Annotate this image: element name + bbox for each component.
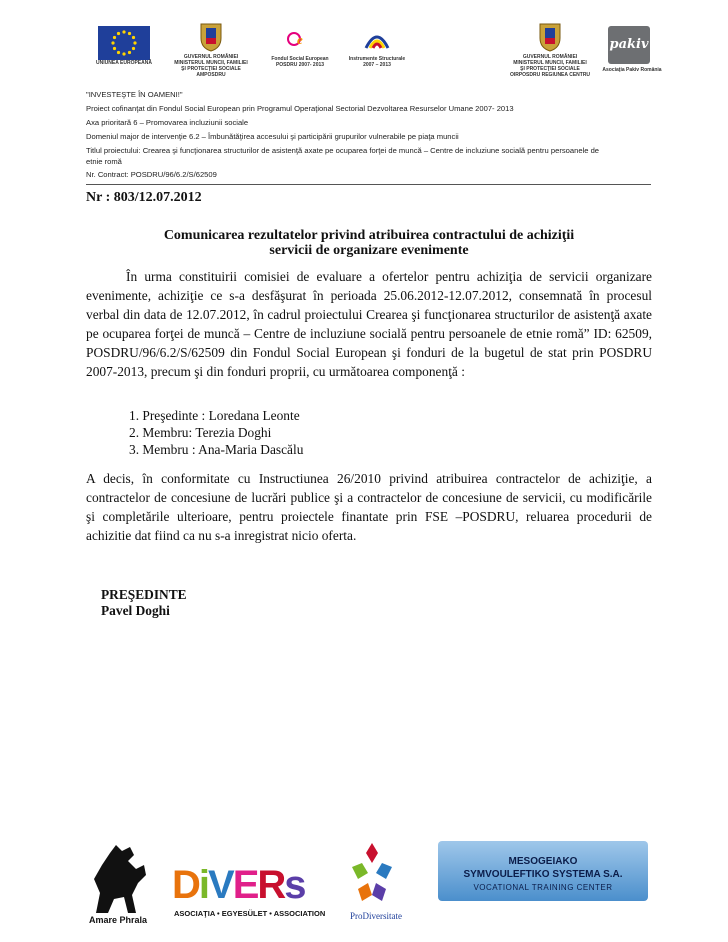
divers-letter-e: E bbox=[232, 863, 258, 907]
pakiv-wordmark: pakiv bbox=[609, 37, 649, 52]
meta-slogan: "INVESTEŞTE ÎN OAMENI!" bbox=[86, 90, 183, 99]
svg-text:e: e bbox=[297, 32, 303, 47]
prodiversitate-icon bbox=[342, 839, 402, 909]
mesogeiako-line3: VOCATIONAL TRAINING CENTER bbox=[473, 883, 613, 892]
gov1-line4: AMPOSDRU bbox=[196, 72, 226, 78]
mesogeiako-line1: MESOGEIAKO bbox=[508, 856, 578, 867]
signature-role: PREŞEDINTE bbox=[101, 587, 187, 602]
is-line1: Instrumente Structurale bbox=[348, 56, 406, 62]
member-3: 3. Membru : Ana-Maria Dascălu bbox=[129, 442, 304, 457]
header-logos bbox=[86, 22, 662, 92]
is-logo bbox=[344, 26, 410, 78]
paragraph-intro: În urma constituirii comisiei de evaluare a ofertelor pentru achiziţia de servicii organizare evenimente, achiziţie ce s-a desfăşurat în perioada 25.06.2012-12.07.2012, consemnată în procesul verbal din data de 12.07.2012, în cadrul proiectului Crearea şi funcţionarea structurilor de asistenţă axate pe ocuparea forţei de muncă – Centre de incluziune socială pentru persoanele de etnie romă” ID: 62509, POSDRU/96/6.2/S/62509 din Fondul Social European şi fonduri de la bugetul de stat prin POSDRU 2007-2013, precum şi din fonduri proprii, cu următoarea componenţă : bbox=[86, 269, 652, 379]
document-title-1: Comunicarea rezultatelor privind atribuirea contractului de achiziţii bbox=[163, 228, 575, 243]
is-line2: 2007 – 2013 bbox=[363, 62, 391, 68]
mesogeiako-logo bbox=[438, 841, 648, 901]
header-divider bbox=[86, 184, 651, 185]
divers-letter-s: s bbox=[284, 863, 305, 907]
eu-logo bbox=[98, 26, 150, 66]
eu-label: UNIUNEA EUROPEANĂ bbox=[96, 60, 152, 66]
structural-instruments-icon bbox=[362, 26, 392, 52]
fse-line2: POSDRU 2007- 2013 bbox=[275, 62, 325, 68]
meta-domain: Domeniul major de intervenţie 6.2 – Îmbunătăţirea accesului şi participării grupurilor vulnerabile pe piaţa muncii bbox=[86, 132, 459, 141]
divers-letter-v: V bbox=[208, 863, 233, 907]
meta-cofinanced: Proiect cofinanţat din Fondul Social European prin Programul Operaţional Sectorial Dezvoltarea Resurselor Umane 2007- 2013 bbox=[86, 104, 514, 113]
fse-icon bbox=[286, 28, 312, 50]
document-title-2: servicii de organizare evenimente bbox=[269, 243, 469, 258]
gov1-line2: MINISTERUL MUNCII, FAMILIEI bbox=[174, 60, 248, 66]
fse-logo bbox=[264, 28, 336, 78]
gov1-line1: GUVERNUL ROMÂNIEI bbox=[183, 54, 239, 60]
member-1: 1. Preşedinte : Loredana Leonte bbox=[129, 408, 300, 423]
prodiversitate-logo bbox=[342, 839, 410, 927]
mesogeiako-line2: SYMVOULEFTIKO SYSTEMA S.A. bbox=[463, 869, 623, 880]
meta-axis: Axa prioritară 6 – Promovarea incluziunii sociale bbox=[86, 118, 249, 127]
divers-letter-r: R bbox=[257, 863, 285, 907]
gov1-line3: ŞI PROTECŢIEI SOCIALE bbox=[181, 66, 241, 72]
horse-icon bbox=[86, 843, 150, 915]
gov2-line2: MINISTERUL MUNCII, FAMILIEI bbox=[513, 60, 587, 66]
pakiv-label: Asociaţia Pakiv România bbox=[602, 67, 662, 73]
gov2-line4: OIRPOSDRU REGIUNEA CENTRU bbox=[509, 72, 591, 78]
divers-letter-d: D bbox=[172, 863, 199, 907]
fse-line1: Fondul Social European bbox=[271, 56, 329, 62]
gov2-line1: GUVERNUL ROMÂNIEI bbox=[522, 54, 578, 60]
document-number: Nr : 803/12.07.2012 bbox=[86, 190, 202, 205]
prodiversitate-label: ProDiversitate bbox=[350, 911, 402, 921]
amare-phrala-logo bbox=[86, 843, 150, 927]
gov-logo-2 bbox=[502, 22, 598, 88]
divers-letter-i: i bbox=[198, 863, 209, 907]
divers-subtitle: ASOCIAŢIA • EGYESÜLET • ASSOCIATION bbox=[174, 909, 326, 918]
eu-flag-icon bbox=[98, 26, 150, 60]
footer-logos bbox=[80, 835, 670, 930]
meta-title-2: etnie romă bbox=[86, 157, 122, 166]
paragraph-decision: A decis, în conformitate cu Instructiunea 26/2010 privind atribuirea contractelor de achiziţie, a contractelor de concesiune de lucrări publice şi a contractelor de concesiune de servicii, cu modificările şi completările ulterioare, pentru proiectele finantate prin FSE –POSDRU, reluarea procedurii de achizitie dat fiind ca nu s-a inregistrat nicio oferta. bbox=[86, 471, 652, 543]
gov-logo-1 bbox=[166, 22, 256, 88]
divers-logo bbox=[168, 865, 338, 927]
signature-name: Pavel Doghi bbox=[101, 603, 170, 618]
coat-of-arms-icon bbox=[198, 22, 224, 52]
meta-title-1: Titlul proiectului: Crearea şi funcţionarea structurilor de asistenţă axate pe ocuparea forţei de muncă – Centre de incluziune socială pentru persoanele de bbox=[86, 146, 600, 155]
meta-contract: Nr. Contract: POSDRU/96/6.2/S/62509 bbox=[86, 170, 217, 179]
member-2: 2. Membru: Terezia Doghi bbox=[129, 425, 272, 440]
coat-of-arms-icon bbox=[537, 22, 563, 52]
gov2-line3: ŞI PROTECŢIEI SOCIALE bbox=[520, 66, 580, 72]
pakiv-logo bbox=[602, 26, 662, 78]
amare-phrala-label: Amare Phrala bbox=[88, 915, 148, 925]
divers-wordmark bbox=[172, 865, 305, 905]
